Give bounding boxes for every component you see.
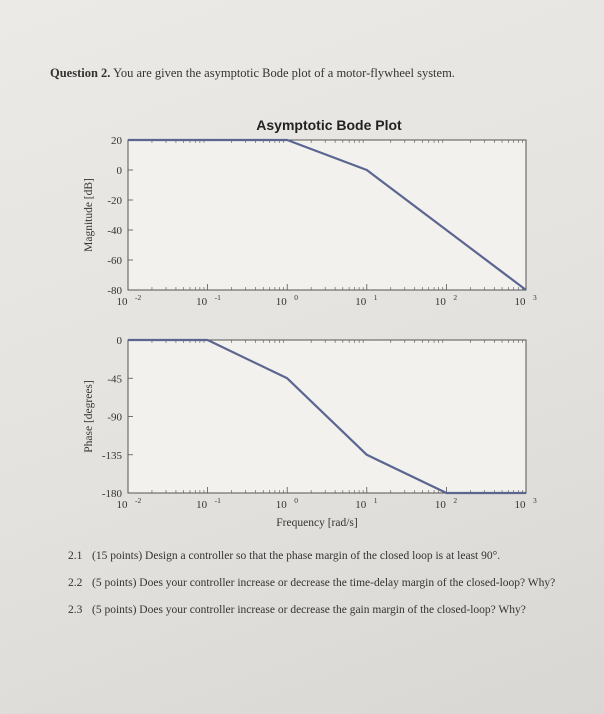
x-tick-exponent: 3 <box>533 293 537 302</box>
task-number: 2.2 <box>68 577 83 589</box>
x-tick-exponent: 3 <box>533 496 537 505</box>
task-item <box>68 550 568 563</box>
task-text: Does your controller increase or decrease the gain margin of the closed-loop? Why? <box>139 604 526 616</box>
x-tick-label: 10 <box>275 499 287 511</box>
task-item <box>68 604 568 617</box>
chart-title: Asymptotic Bode Plot <box>256 117 402 133</box>
x-tick-label: 10 <box>434 296 446 308</box>
x-tick-exponent: 0 <box>294 496 298 505</box>
task-number: 2.1 <box>68 550 83 562</box>
x-tick-label: 10 <box>434 499 446 511</box>
y-tick-label: -80 <box>107 285 122 297</box>
y-tick-label: 0 <box>116 335 122 347</box>
x-tick-label: 10 <box>514 499 526 511</box>
x-tick-exponent: -1 <box>214 496 221 505</box>
x-tick-exponent: 2 <box>453 293 458 302</box>
task-list <box>68 550 568 631</box>
task-points: (5 points) <box>92 604 137 616</box>
y-tick-label: -60 <box>107 255 122 267</box>
y-tick-label: -90 <box>107 411 122 424</box>
y-tick-label: -180 <box>101 488 122 500</box>
y-tick-label: -40 <box>107 225 122 237</box>
x-tick-label: 10 <box>196 296 208 308</box>
phase-plot <box>83 335 537 529</box>
y-axis-label: Magnitude [dB] <box>83 178 95 252</box>
y-tick-label: 0 <box>116 165 122 177</box>
x-tick-label: 10 <box>355 499 367 511</box>
x-tick-exponent: -2 <box>135 293 142 302</box>
y-tick-label: -45 <box>107 373 122 386</box>
x-tick-label: 10 <box>514 296 526 308</box>
x-tick-label: 10 <box>275 296 287 308</box>
task-number: 2.3 <box>68 604 83 616</box>
question-label: Question 2. <box>50 66 111 80</box>
y-axis-label: Phase [degrees] <box>83 380 95 453</box>
task-points: (15 points) <box>92 550 143 562</box>
task-points: (5 points) <box>92 577 137 589</box>
y-tick-label: -135 <box>101 449 122 462</box>
x-tick-label: 10 <box>116 499 128 511</box>
x-tick-exponent: 1 <box>373 293 378 302</box>
x-tick-label: 10 <box>196 499 208 511</box>
x-tick-exponent: 0 <box>294 293 298 302</box>
task-item <box>68 577 568 590</box>
x-tick-label: 10 <box>355 296 367 308</box>
y-tick-label: -20 <box>107 195 122 207</box>
x-tick-exponent: 1 <box>373 496 378 505</box>
question-text: You are given the asymptotic Bode plot of a motor-flywheel system. <box>113 66 455 80</box>
y-tick-label: 20 <box>111 135 122 147</box>
plot-frame <box>128 140 526 290</box>
task-text: Design a controller so that the phase margin of the closed loop is at least 90°. <box>145 550 501 562</box>
x-tick-exponent: 2 <box>453 496 458 505</box>
x-tick-exponent: -2 <box>135 496 142 505</box>
task-text: Does your controller increase or decrease the time-delay margin of the closed-loop? Why? <box>139 577 556 589</box>
magnitude-plot <box>83 117 537 308</box>
x-tick-exponent: -1 <box>214 293 221 302</box>
x-axis-label: Frequency [rad/s] <box>276 517 358 529</box>
x-tick-label: 10 <box>116 296 128 308</box>
